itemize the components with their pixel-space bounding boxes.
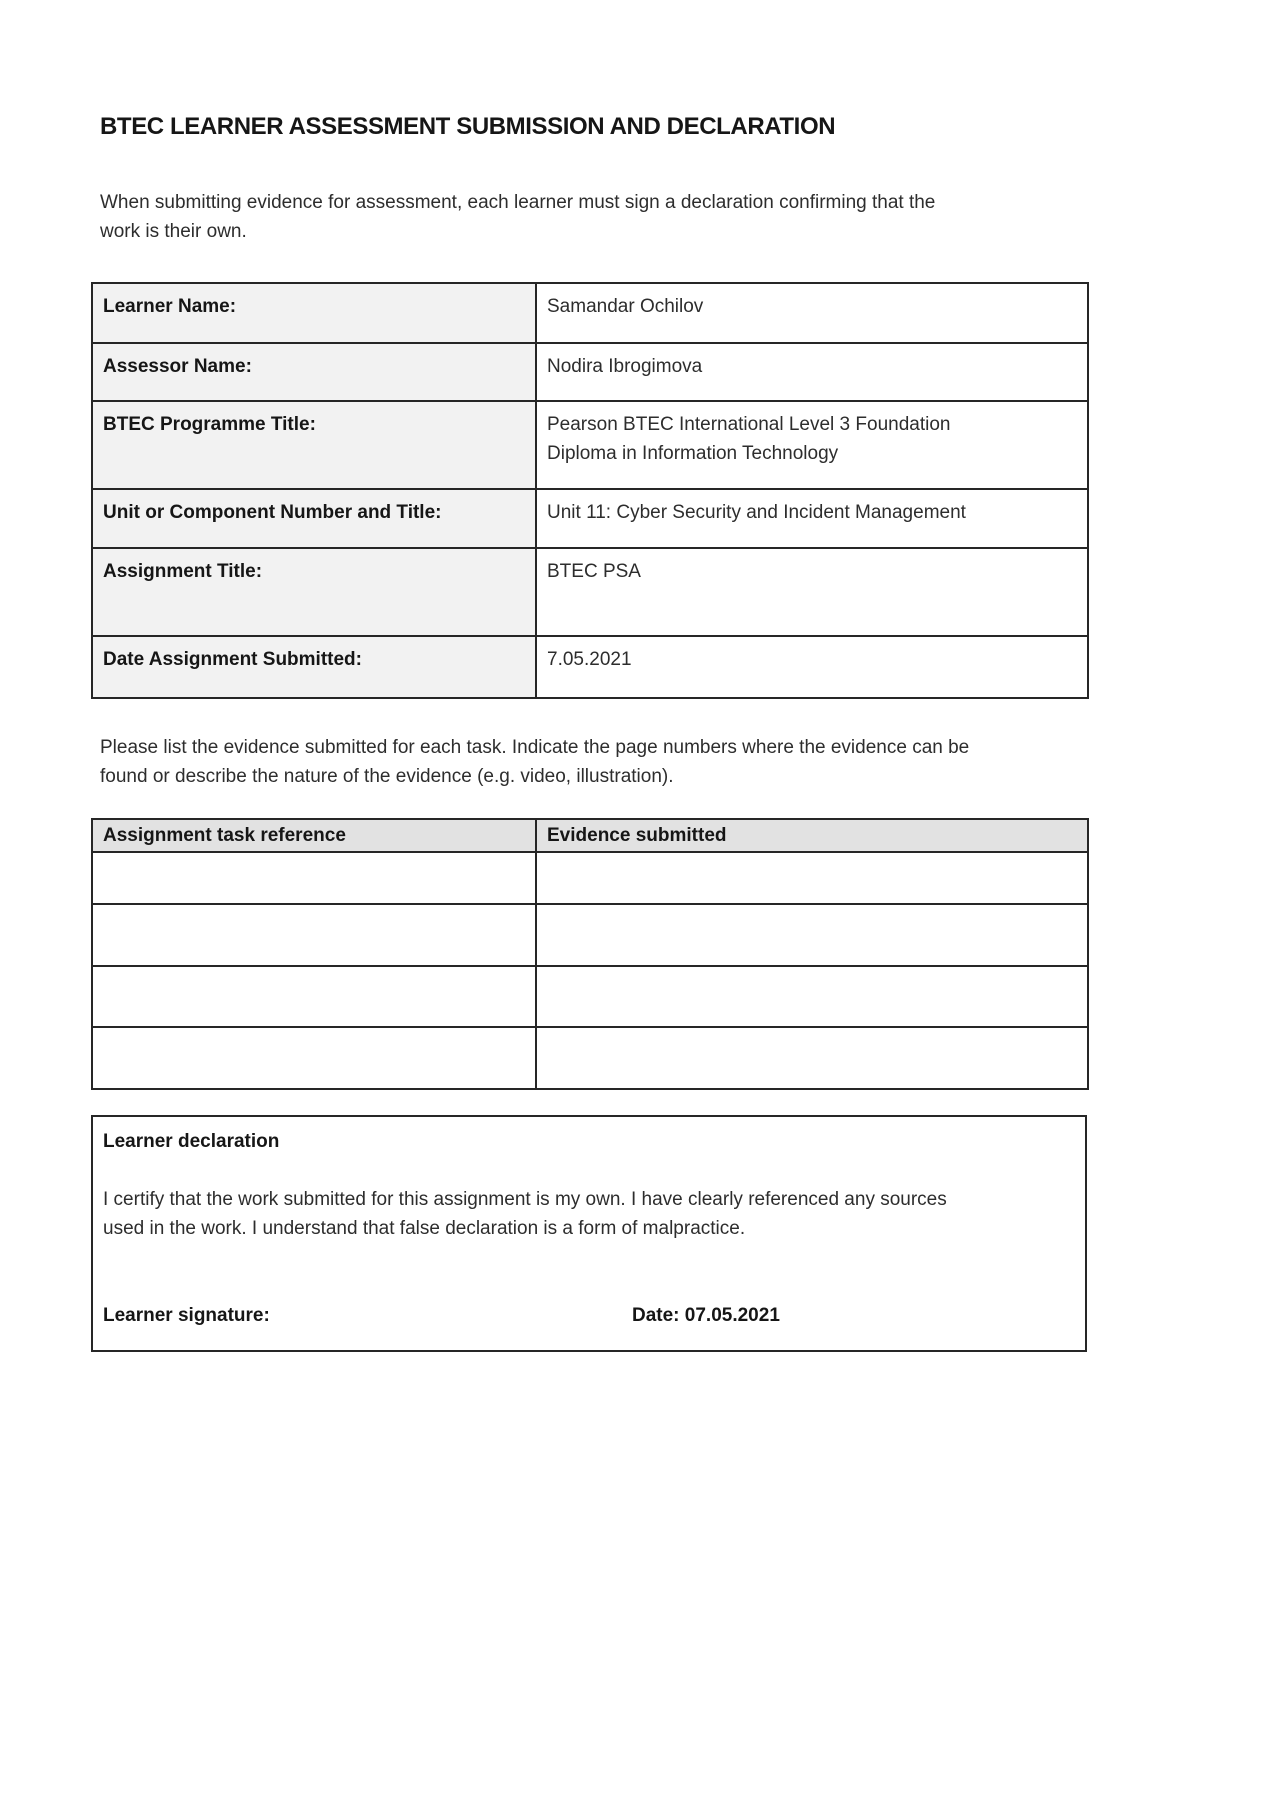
table-row <box>92 283 1088 343</box>
evidence-submitted-cell <box>536 966 1088 1027</box>
table-row <box>92 1027 1088 1089</box>
table-row <box>92 489 1088 548</box>
task-reference-cell <box>92 852 536 904</box>
page-title: BTEC LEARNER ASSESSMENT SUBMISSION AND DECLARATION <box>100 113 836 140</box>
learner-name-value: Samandar Ochilov <box>536 283 1088 343</box>
details-table <box>91 282 1089 699</box>
table-row <box>92 852 1088 904</box>
task-reference-cell <box>92 904 536 966</box>
evidence-submitted-cell <box>536 904 1088 966</box>
evidence-note: Please list the evidence submitted for each task. Indicate the page numbers where the evidence can be found or describe the nature of the evidence (e.g. video, illustration). <box>100 737 970 787</box>
unit-number-value: Unit 11: Cyber Security and Incident Management <box>536 489 1088 548</box>
date-submitted-label: Date Assignment Submitted: <box>92 636 536 698</box>
programme-title-value <box>536 401 1088 489</box>
assessor-name-value: Nodira Ibrogimova <box>536 343 1088 401</box>
programme-title-label: BTEC Programme Title: <box>92 401 536 489</box>
declaration-heading: Learner declaration <box>103 1131 280 1152</box>
evidence-header-row <box>92 819 1088 852</box>
table-row <box>92 343 1088 401</box>
intro-text: When submitting evidence for assessment, each learner must sign a declaration confirming that the work is their own. <box>100 192 936 242</box>
learner-signature-label: Learner signature: <box>103 1305 270 1326</box>
table-row <box>92 548 1088 636</box>
unit-number-label: Unit or Component Number and Title: <box>92 489 536 548</box>
table-row <box>92 401 1088 489</box>
assignment-title-label: Assignment Title: <box>92 548 536 636</box>
table-row <box>92 904 1088 966</box>
task-reference-cell <box>92 1027 536 1089</box>
date-submitted-value: 7.05.2021 <box>536 636 1088 698</box>
evidence-submitted-header: Evidence submitted <box>536 819 1088 852</box>
programme-title-text: Pearson BTEC International Level 3 Foundation Diploma in Information Technology <box>547 414 951 464</box>
task-reference-header: Assignment task reference <box>92 819 536 852</box>
table-row <box>92 966 1088 1027</box>
evidence-submitted-cell <box>536 1027 1088 1089</box>
signature-row <box>103 1301 1075 1330</box>
declaration-text: I certify that the work submitted for this assignment is my own. I have clearly referenced any sources used in the work. I understand that false declaration is a form of malpractice. <box>103 1189 947 1239</box>
task-reference-cell <box>92 966 536 1027</box>
learner-name-label: Learner Name: <box>92 283 536 343</box>
evidence-submitted-cell <box>536 852 1088 904</box>
declaration-date-label: Date: 07.05.2021 <box>632 1305 780 1326</box>
learner-declaration-box <box>91 1115 1087 1352</box>
table-row <box>92 636 1088 698</box>
assessor-name-label: Assessor Name: <box>92 343 536 401</box>
evidence-table <box>91 818 1089 1090</box>
assignment-title-value: BTEC PSA <box>536 548 1088 636</box>
